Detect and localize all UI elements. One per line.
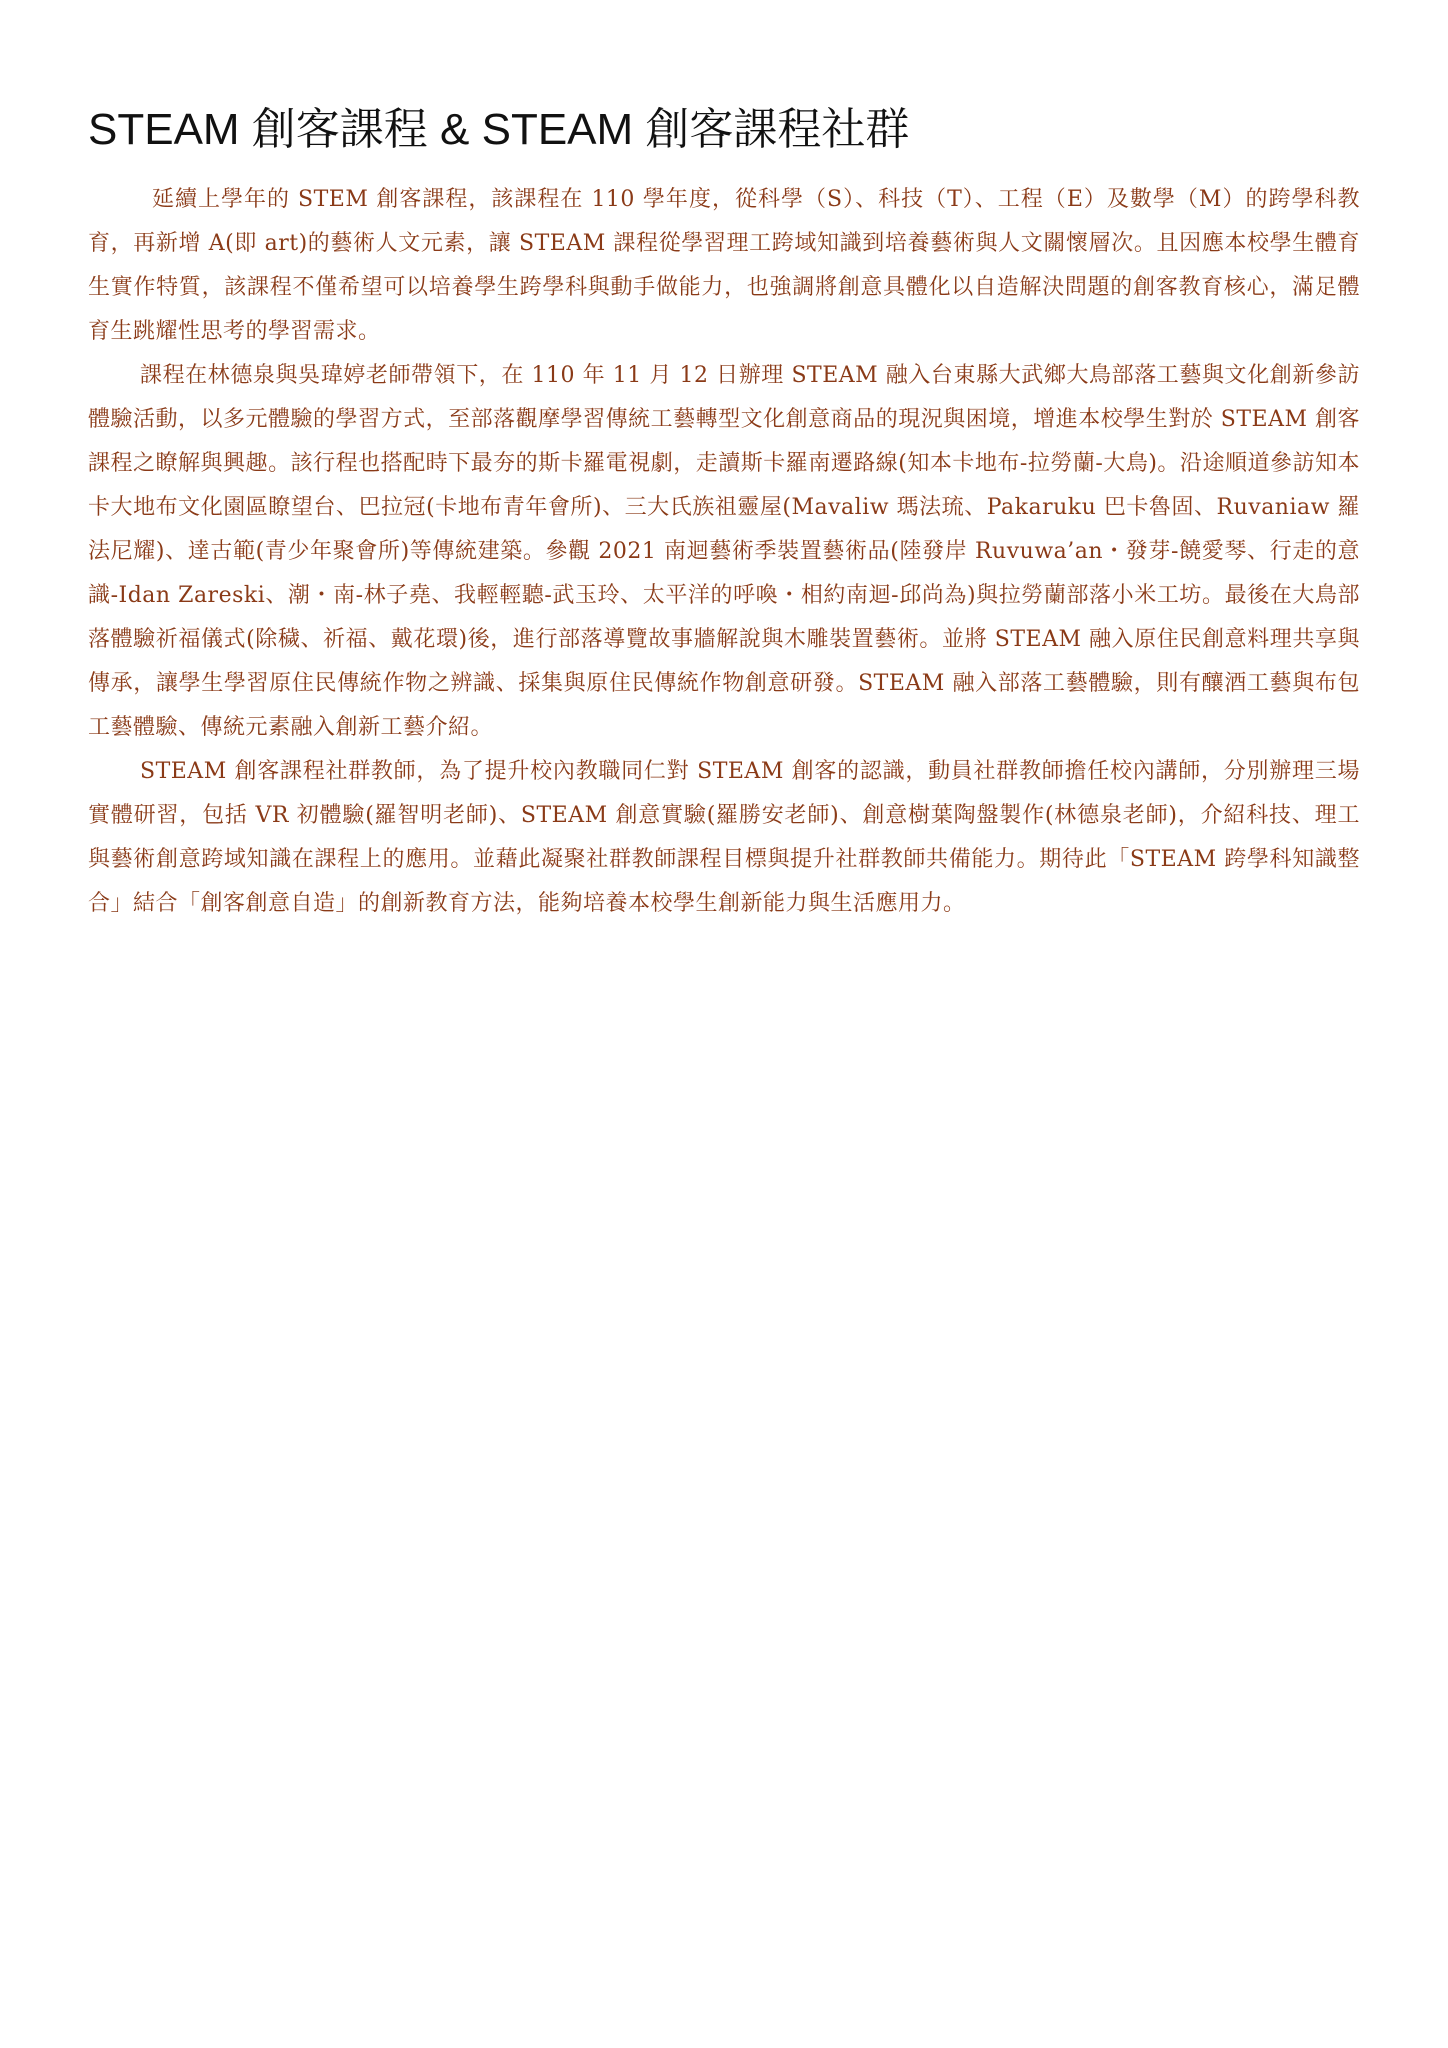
paragraph-teacher-community: STEAM 創客課程社群教師，為了提升校內教職同仁對 STEAM 創客的認識，動員社群教師擔任校內講師，分別辦理三場實體研習，包括 VR 初體驗(羅智明老師)、STEAM 創意實驗(羅勝安老師)、創意樹葉陶盤製作(林德泉老師)，介紹科技、理工與藝術創意跨域知識在課程上的應用。並藉此凝聚社群教師課程目標與提升社群教師共備能力。期待此「STEAM 跨學科知識整合」結合「創客創意自造」的創新教育方法，能夠培養本校學生創新能力與生活應用力。 <box>88 759 1360 916</box>
document-body <box>88 178 1360 926</box>
paragraph-field-trip: 課程在林德泉與吳瑋婷老師帶領下，在 110 年 11 月 12 日辦理 STEAM 融入台東縣大武鄉大鳥部落工藝與文化創新參訪體驗活動，以多元體驗的學習方式，至部落觀摩學習傳統工藝轉型文化創意商品的現況與困境，增進本校學生對於 STEAM 創客課程之瞭解與興趣。該行程也搭配時下最夯的斯卡羅電視劇，走讀斯卡羅南遷路線(知本卡地布-拉勞蘭-大鳥)。沿途順道參訪知本卡大地布文化園區瞭望台、巴拉冠(卡地布青年會所)、三大氏族祖靈屋(Mavaliw 瑪法琉、Pakaruku 巴卡魯固、Ruvaniaw 羅法尼耀)、達古範(青少年聚會所)等傳統建築。參觀 2021 南迴藝術季裝置藝術品(陸發岸 Ruvuwa’an・發芽-饒愛琴、行走的意識-Idan Zareski、潮・南-林子堯、我輕輕聽-武玉玲、太平洋的呼喚・相約南迴-邱尚為)與拉勞蘭部落小米工坊。最後在大鳥部落體驗祈福儀式(除穢、祈福、戴花環)後，進行部落導覽故事牆解說與木雕裝置藝術。並將 STEAM 融入原住民創意料理共享與傳承，讓學生學習原住民傳統作物之辨識、採集與原住民傳統作物創意研發。STEAM 融入部落工藝體驗，則有釀酒工藝與布包工藝體驗、傳統元素融入創新工藝介紹。 <box>88 363 1360 740</box>
paragraph-intro: 延續上學年的 STEM 創客課程，該課程在 110 學年度，從科學（S）、科技（T）、工程（E）及數學（M）的跨學科教育，再新增 A(即 art)的藝術人文元素，讓 STEAM 課程從學習理工跨域知識到培養藝術與人文關懷層次。且因應本校學生體育生實作特質，該課程不僅希望可以培養學生跨學科與動手做能力，也強調將創意具體化以自造解決問題的創客教育核心，滿足體育生跳耀性思考的學習需求。 <box>88 187 1360 344</box>
document-title: STEAM 創客課程 & STEAM 創客課程社群 <box>88 105 910 154</box>
